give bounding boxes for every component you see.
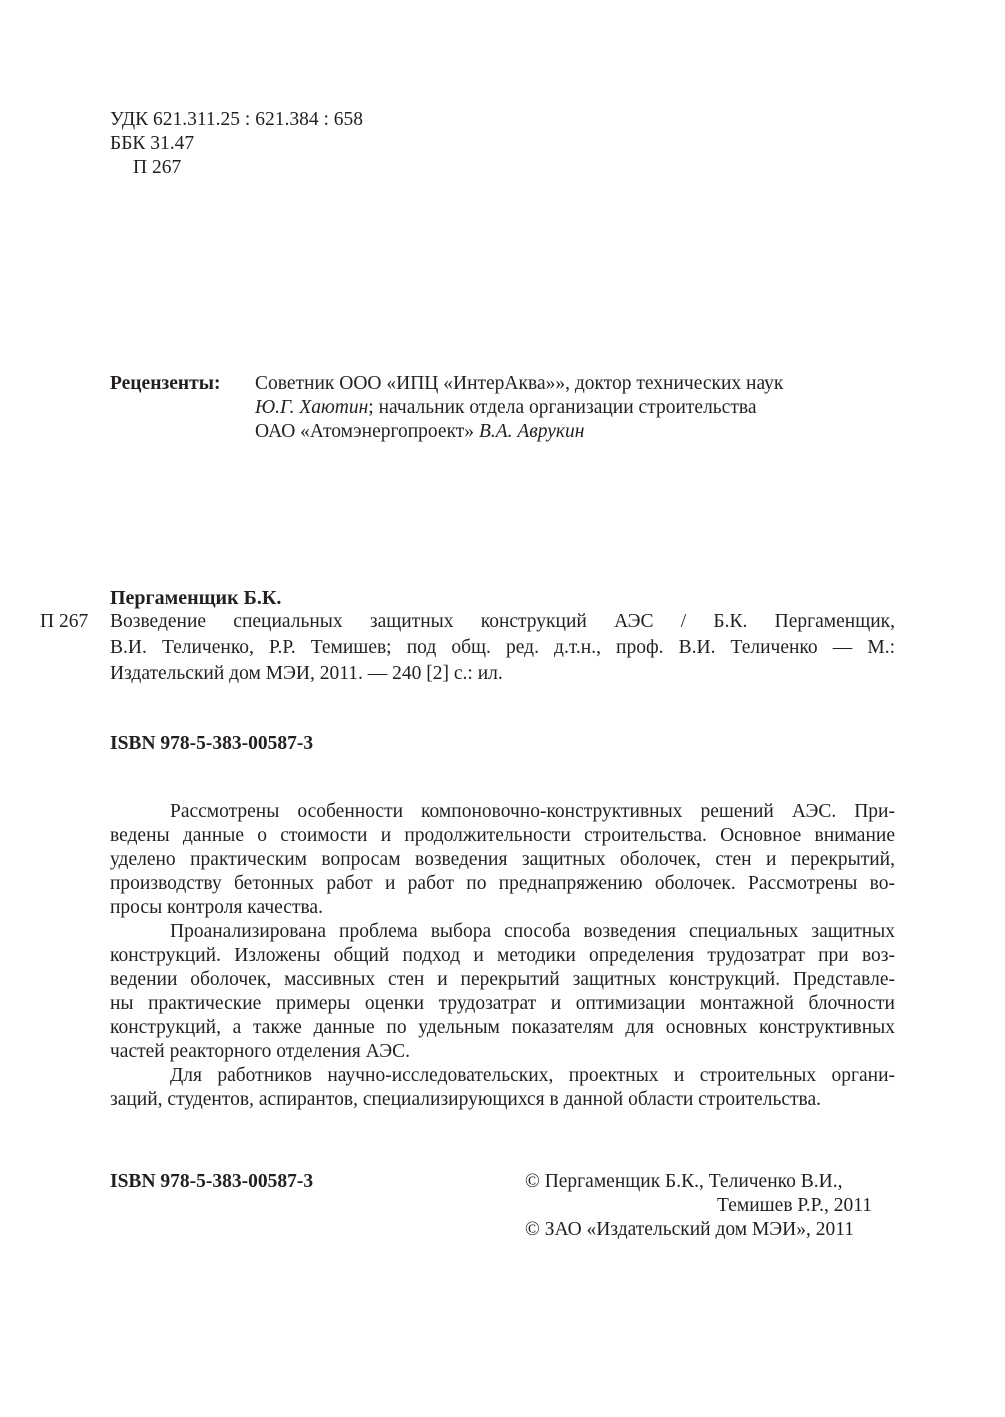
reviewer-name-avrukin: В.А. Аврукин — [478, 421, 585, 442]
abstract-line: ведены данные о стоимости и продолжительности строительства. Основное внимание — [110, 825, 895, 846]
record-isbn: ISBN 978-5-383-00587-3 — [110, 733, 314, 754]
abstract-line: ведении оболочек, массивных стен и перекрытий защитных конструкций. Представле- — [110, 969, 895, 990]
abstract-line: Рассмотрены особенности компоновочно-конструктивных решений АЭС. При- — [170, 801, 895, 822]
reviewers-label: Рецензенты: — [110, 373, 221, 394]
udk-code: УДК 621.311.25 : 621.384 : 658 — [110, 109, 364, 130]
abstract-line: просы контроля качества. — [110, 897, 323, 918]
copyright-authors-cont: Темишев Р.Р., 2011 — [717, 1195, 872, 1216]
bbk-code: ББК 31.47 — [110, 133, 195, 154]
footer-isbn: ISBN 978-5-383-00587-3 — [110, 1171, 314, 1192]
author-mark: П 267 — [133, 157, 182, 178]
copyright-authors: © Пергаменщик Б.К., Теличенко В.И., — [525, 1171, 843, 1192]
abstract-line: уделено практическим вопросам возведения защитных оболочек, стен и перекрытий, — [110, 849, 895, 870]
record-line: Возведение специальных защитных конструкций АЭС / Б.К. Пергаменщик, — [110, 611, 895, 632]
reviewer-name-khayutin: Ю.Г. Хаютин — [255, 397, 369, 418]
record-author-mark: П 267 — [40, 611, 89, 632]
reviewer-line-1: Советник ООО «ИПЦ «ИнтерАква»», доктор технических наук — [255, 373, 784, 394]
record-author: Пергаменщик Б.К. — [110, 587, 282, 609]
record-line: Издательский дом МЭИ, 2011. — 240 [2] с.: ил. — [110, 663, 503, 684]
abstract-line: заций, студентов, аспирантов, специализирующихся в данной области строительства. — [110, 1089, 821, 1110]
record-line: В.И. Теличенко, Р.Р. Темишев; под общ. ред. д.т.н., проф. В.И. Теличенко — М.: — [110, 637, 895, 658]
reviewer-line-2 — [255, 396, 756, 420]
abstract-line: конструкций, а также данные по удельным показателям для основных конструктивных — [110, 1017, 895, 1038]
abstract-line: Для работников научно-исследовательских, проектных и строительных органи- — [170, 1065, 895, 1086]
copyright-publisher: © ЗАО «Издательский дом МЭИ», 2011 — [525, 1219, 855, 1240]
reviewer-line-3 — [255, 420, 584, 444]
abstract-line: Проанализирована проблема выбора способа возведения специальных защитных — [170, 921, 895, 942]
reviewer-organization: ОАО «Атомэнергопроект» — [255, 421, 479, 442]
abstract-line: производству бетонных работ и работ по преднапряжению оболочек. Рассмотрены во- — [110, 873, 895, 894]
abstract-line: частей реакторного отделения АЭС. — [110, 1041, 410, 1062]
abstract-line: ны практические примеры оценки трудозатрат и оптимизации монтажной блочности — [110, 993, 895, 1014]
abstract-line: конструкций. Изложены общий подход и методики определения трудозатрат при воз- — [110, 945, 895, 966]
reviewer-position: ; начальник отдела организации строительства — [368, 397, 757, 418]
